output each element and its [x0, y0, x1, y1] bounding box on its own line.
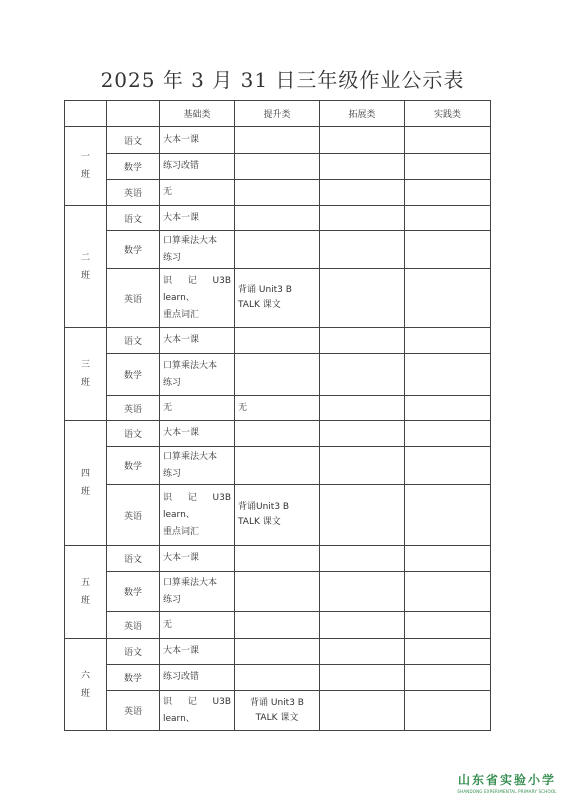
- advanced-cell: [235, 231, 320, 269]
- practice-cell: [405, 154, 491, 180]
- advanced-cell: [235, 154, 320, 180]
- class-label: 二 班: [65, 206, 107, 328]
- table-row: [65, 269, 491, 328]
- subject-cell: 语文: [107, 328, 160, 354]
- advanced-cell: 背诵 Unit3 B TALK 课文: [235, 691, 320, 731]
- table-row: [65, 447, 491, 485]
- table-row: [65, 127, 491, 154]
- header-advanced: 提升类: [235, 101, 320, 127]
- header-basic: 基础类: [160, 101, 235, 127]
- extended-cell: [320, 127, 405, 154]
- extended-cell: [320, 612, 405, 639]
- table-row: [65, 665, 491, 691]
- page-title: 2025 年 3 月 31 日三年级作业公示表: [100, 68, 465, 92]
- basic-cell: 口算乘法大本 练习: [160, 354, 235, 396]
- header-row: [65, 101, 491, 127]
- subject-cell: 英语: [107, 396, 160, 421]
- practice-cell: [405, 396, 491, 421]
- extended-cell: [320, 154, 405, 180]
- advanced-cell: [235, 639, 320, 665]
- extended-cell: [320, 546, 405, 572]
- practice-cell: [405, 328, 491, 354]
- school-logo-english: SHANDONG EXPERIMENTAL PRIMARY SCHOOL: [457, 789, 557, 794]
- subject-cell: 数学: [107, 154, 160, 180]
- extended-cell: [320, 572, 405, 612]
- table-row: [65, 328, 491, 354]
- extended-cell: [320, 269, 405, 328]
- advanced-cell: 无: [235, 396, 320, 421]
- practice-cell: [405, 612, 491, 639]
- practice-cell: [405, 269, 491, 328]
- table-row: [65, 572, 491, 612]
- extended-cell: [320, 396, 405, 421]
- extended-cell: [320, 328, 405, 354]
- subject-cell: 数学: [107, 447, 160, 485]
- school-logo: [457, 771, 557, 794]
- extended-cell: [320, 639, 405, 665]
- basic-cell: 口算乘法大本 练习: [160, 447, 235, 485]
- basic-cell: 无: [160, 180, 235, 206]
- table-row: [65, 691, 491, 731]
- basic-cell: 大本一课: [160, 546, 235, 572]
- header-cell: [65, 101, 107, 127]
- class-label: 五 班: [65, 546, 107, 639]
- advanced-cell: [235, 447, 320, 485]
- homework-table: [64, 100, 491, 731]
- basic-cell: 练习改错: [160, 154, 235, 180]
- advanced-cell: 背诵 Unit3 B TALK 课文: [235, 269, 320, 328]
- subject-cell: 语文: [107, 127, 160, 154]
- extended-cell: [320, 421, 405, 447]
- subject-cell: 数学: [107, 231, 160, 269]
- table-row: [65, 396, 491, 421]
- advanced-cell: 背诵Unit3 B TALK 课文: [235, 485, 320, 546]
- advanced-cell: [235, 612, 320, 639]
- table-row: [65, 206, 491, 231]
- practice-cell: [405, 546, 491, 572]
- table-row: [65, 154, 491, 180]
- table-row: [65, 546, 491, 572]
- subject-cell: 数学: [107, 665, 160, 691]
- table-row: [65, 354, 491, 396]
- practice-cell: [405, 180, 491, 206]
- subject-cell: 英语: [107, 691, 160, 731]
- class-label: 四 班: [65, 421, 107, 546]
- basic-cell: 识 记 U3B learn、 重点词汇: [160, 269, 235, 328]
- table-row: [65, 639, 491, 665]
- advanced-cell: [235, 206, 320, 231]
- class-label: 一 班: [65, 127, 107, 206]
- extended-cell: [320, 665, 405, 691]
- practice-cell: [405, 639, 491, 665]
- header-practice: 实践类: [405, 101, 491, 127]
- practice-cell: [405, 127, 491, 154]
- subject-cell: 英语: [107, 485, 160, 546]
- advanced-cell: [235, 572, 320, 612]
- practice-cell: [405, 572, 491, 612]
- basic-cell: 大本一课: [160, 639, 235, 665]
- subject-cell: 语文: [107, 421, 160, 447]
- basic-cell: 无: [160, 396, 235, 421]
- practice-cell: [405, 354, 491, 396]
- basic-cell: 口算乘法大本 练习: [160, 231, 235, 269]
- advanced-cell: [235, 546, 320, 572]
- basic-cell: 识 记 U3B learn、: [160, 691, 235, 731]
- subject-cell: 语文: [107, 206, 160, 231]
- basic-cell: 大本一课: [160, 127, 235, 154]
- practice-cell: [405, 691, 491, 731]
- subject-cell: 数学: [107, 572, 160, 612]
- subject-cell: 英语: [107, 269, 160, 328]
- subject-cell: 英语: [107, 180, 160, 206]
- table-row: [65, 485, 491, 546]
- advanced-cell: [235, 665, 320, 691]
- practice-cell: [405, 485, 491, 546]
- header-cell: [107, 101, 160, 127]
- basic-cell: 口算乘法大本 练习: [160, 572, 235, 612]
- basic-cell: 大本一课: [160, 328, 235, 354]
- advanced-cell: [235, 354, 320, 396]
- practice-cell: [405, 421, 491, 447]
- advanced-cell: [235, 328, 320, 354]
- extended-cell: [320, 485, 405, 546]
- table-row: [65, 180, 491, 206]
- basic-cell: 无: [160, 612, 235, 639]
- practice-cell: [405, 665, 491, 691]
- practice-cell: [405, 206, 491, 231]
- subject-cell: 数学: [107, 354, 160, 396]
- basic-cell: 练习改错: [160, 665, 235, 691]
- table-row: [65, 612, 491, 639]
- basic-cell: 大本一课: [160, 421, 235, 447]
- advanced-cell: [235, 421, 320, 447]
- header-extended: 拓展类: [320, 101, 405, 127]
- table-row: [65, 421, 491, 447]
- extended-cell: [320, 231, 405, 269]
- extended-cell: [320, 354, 405, 396]
- table-row: [65, 231, 491, 269]
- advanced-cell: [235, 180, 320, 206]
- advanced-cell: [235, 127, 320, 154]
- school-logo-name: 山东省实验小学: [457, 773, 556, 787]
- extended-cell: [320, 691, 405, 731]
- class-label: 六 班: [65, 639, 107, 731]
- extended-cell: [320, 206, 405, 231]
- class-label: 三 班: [65, 328, 107, 421]
- extended-cell: [320, 447, 405, 485]
- subject-cell: 语文: [107, 546, 160, 572]
- practice-cell: [405, 231, 491, 269]
- basic-cell: 大本一课: [160, 206, 235, 231]
- extended-cell: [320, 180, 405, 206]
- basic-cell: 识 记 U3B learn、 重点词汇: [160, 485, 235, 546]
- practice-cell: [405, 447, 491, 485]
- subject-cell: 英语: [107, 612, 160, 639]
- subject-cell: 语文: [107, 639, 160, 665]
